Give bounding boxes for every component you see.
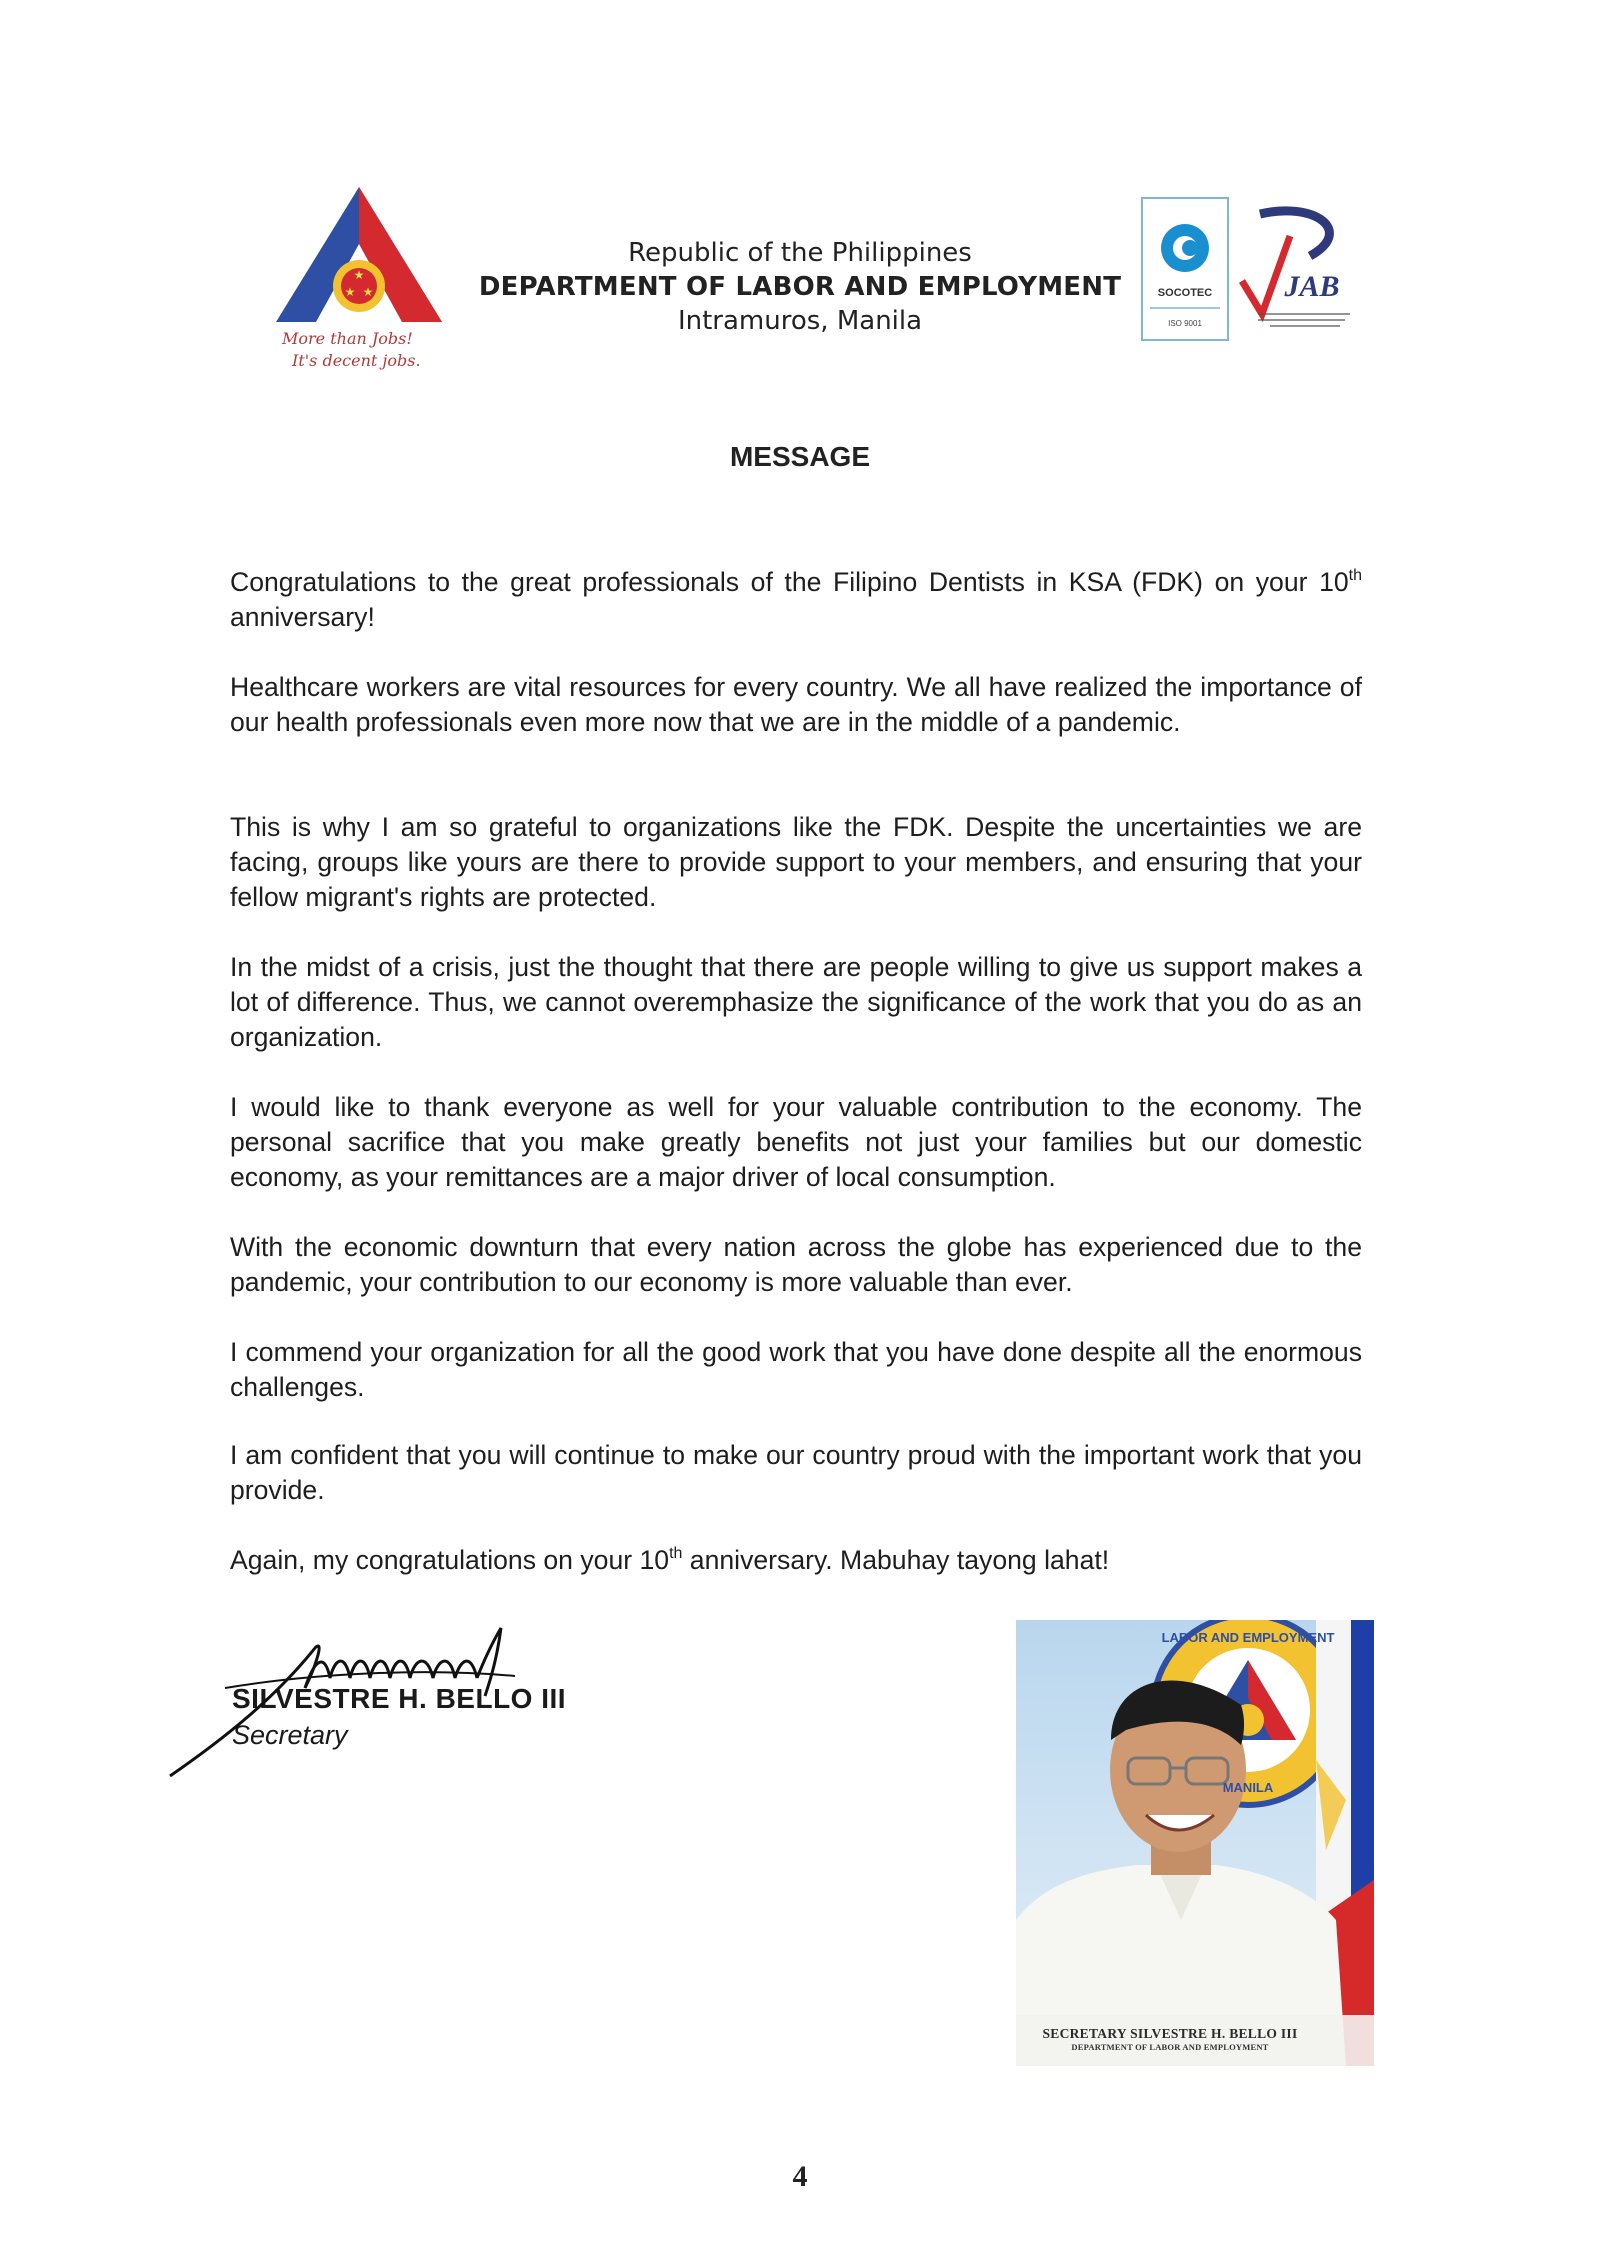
dole-tagline-1: More than Jobs! — [282, 329, 413, 348]
dole-tagline-2: It's decent jobs. — [292, 351, 421, 370]
paragraph-3: This is why I am so grateful to organizations like the FDK. Despite the uncertainties we are facing, groups like yours are there to provide support to your members, and ensuring that your fellow migrant's rights are protected. — [230, 812, 1362, 912]
paragraph-8: I am confident that you will continue to make our country proud with the important work that you provide. — [230, 1440, 1362, 1505]
paragraph-2: Healthcare workers are vital resources for every country. We all have realized the importance of our health professionals even more now that we are in the middle of a pandemic. — [230, 672, 1362, 737]
seal-text-top: LABOR AND EMPLOYMENT — [1161, 1630, 1335, 1645]
letterhead-department: DEPARTMENT OF LABOR AND EMPLOYMENT — [478, 272, 1122, 302]
svg-text:★: ★ — [362, 285, 374, 299]
secretary-portrait — [1016, 1620, 1374, 2066]
certification-logos — [1140, 196, 1360, 346]
signatory-title: Secretary — [232, 1720, 348, 1750]
svg-text:★: ★ — [344, 285, 356, 299]
svg-text:★: ★ — [353, 268, 365, 282]
socotec-label: SOCOTEC — [1157, 287, 1213, 299]
letterhead — [420, 236, 1180, 338]
letterhead-country: Republic of the Philippines — [628, 238, 972, 268]
handwritten-signature — [165, 1618, 585, 1783]
jab-label: JAB — [1284, 270, 1340, 303]
page-number: 4 — [792, 2160, 808, 2193]
photo-caption-name: SECRETARY SILVESTRE H. BELLO III — [1042, 2026, 1298, 2041]
signatory-name: SILVESTRE H. BELLO III — [232, 1683, 567, 1714]
seal-text-bottom: MANILA — [1222, 1780, 1274, 1795]
paragraph-9: Again, my congratulations on your 10th anniversary. Mabuhay tayong lahat! — [230, 1545, 1110, 1575]
letterhead-location: Intramuros, Manila — [677, 306, 923, 336]
paragraph-1: Congratulations to the great professionals of the Filipino Dentists in KSA (FDK) on your 10th anniversary! — [230, 567, 1362, 632]
paragraph-6: With the economic downturn that every nation across the globe has experienced due to the pandemic, your contribution to our economy is more valuable than ever. — [230, 1232, 1362, 1297]
paragraph-4: In the midst of a crisis, just the thought that there are people willing to give us support makes a lot of difference. Thus, we cannot overemphasize the significance of the work that you do as an organization. — [230, 952, 1362, 1052]
photo-caption-department: DEPARTMENT OF LABOR AND EMPLOYMENT — [1071, 2042, 1269, 2052]
paragraph-5: I would like to thank everyone as well for your valuable contribution to the economy. The personal sacrifice that you make greatly benefits not just your families but our domestic economy, as your remittances are a major driver of local consumption. — [230, 1092, 1362, 1192]
iso-label: ISO 9001 — [1168, 319, 1202, 328]
paragraph-7: I commend your organization for all the good work that you have done despite all the enormous challenges. — [230, 1337, 1362, 1402]
message-title: MESSAGE — [729, 441, 871, 472]
